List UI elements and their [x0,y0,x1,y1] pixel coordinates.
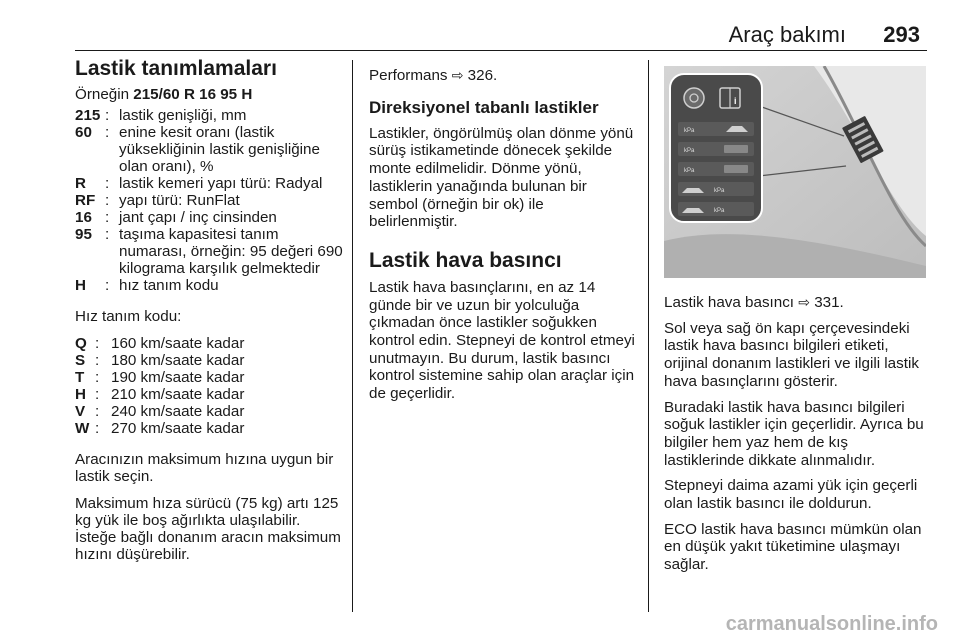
definition-row [75,226,345,277]
header-divider [75,50,927,51]
speed-letter: Q [75,335,87,352]
def-term: 215 [75,107,101,124]
def-term: 60 [75,124,92,141]
definition-row [75,192,345,209]
ref-text: Performans [369,67,452,84]
unit-kpa: kPa [684,168,695,174]
speed-letter: S [75,352,86,369]
load-icon [724,145,748,153]
def-term: 95 [75,226,92,243]
chapter-title: Araç bakımı [728,22,846,47]
tire-warning-icon [684,88,704,108]
speed-row [75,369,345,386]
door-frame-illustration [664,66,926,278]
paragraph-max-speed: Maksimum hıza sürücü (75 kg) artı 125 kg yük ile boş ağırlıkta ulaşılabilir. İsteğe bağlı donanım aracın maksimum hızını düşürebilir. [75,495,341,563]
ref-page: 331. [809,294,844,311]
paragraph-eco-pressure: ECO lastik hava basıncı mümkün olan en düşük yakıt tüketimine ulaşmayı sağlar. [664,520,922,574]
unit-kpa: kPa [684,148,695,154]
def-text: lastik kemeri yapı türü: Radyal [119,175,323,192]
speed-value: 270 km/saate kadar [111,420,245,437]
watermark: carmanualsonline.info [725,613,938,635]
speed-row [75,352,345,369]
def-term: RF [75,192,96,209]
def-colon: : [105,107,110,124]
tire-pressure-label-photo [664,66,926,278]
def-colon: : [105,124,110,141]
example-prefix: Örneğin [75,86,134,103]
def-text: enine kesit oranı (lastik yüksekliğinin lastik genişliğine olan oranı), % [119,124,320,175]
ref-text: Lastik hava basıncı [664,294,799,311]
def-colon: : [95,403,100,420]
cross-reference-tire-pressure[interactable] [664,294,930,312]
definition-row [75,209,345,226]
speed-row [75,335,345,352]
paragraph-choose-tire: Aracınızın maksimum hızına uygun bir lastik seçin. [75,451,334,485]
svg-text:i: i [734,96,737,106]
label-row [678,142,754,156]
def-colon: : [95,386,100,403]
speed-letter: V [75,403,86,420]
def-colon: : [95,335,100,352]
speed-row [75,420,345,437]
speed-value: 160 km/saate kadar [111,335,245,352]
column-1 [75,56,345,573]
speed-value: 210 km/saate kadar [111,386,245,403]
speed-code-intro: Hız tanım kodu: [75,308,182,325]
def-colon: : [105,192,110,209]
unit-kpa: kPa [714,188,725,194]
definition-row [75,107,345,124]
reference-arrow-icon: ⇨ [451,67,464,83]
def-text: lastik genişliği, mm [119,107,247,124]
example-line [75,86,345,103]
label-row [678,202,754,216]
label-enlargement [670,74,762,222]
unit-kpa: kPa [684,128,695,134]
definition-row [75,124,345,175]
speed-value: 240 km/saate kadar [111,403,245,420]
def-text: taşıma kapasitesi tanım numarası, örneğin: 95 değeri 690 kilograma karşılık gelmektedir [119,226,343,277]
def-term: 16 [75,209,92,226]
def-term: R [75,175,86,192]
load-icon [724,165,748,173]
def-colon: : [95,420,100,437]
speed-letter: H [75,386,86,403]
speed-letter: T [75,369,85,386]
cross-reference-performance[interactable] [369,67,635,85]
page-number: 293 [883,22,920,47]
def-colon: : [105,209,110,226]
column-3 [664,294,930,584]
paragraph-label-location: Sol veya sağ ön kapı çerçevesindeki lastik hava basıncı bilgileri etiketi, orijinal donanım lastikleri ve ilgili lastik hava basınçlarını gösterir. [664,319,919,390]
speed-row [75,386,345,403]
column-2 [369,67,635,413]
speed-code-list [75,335,345,437]
label-row [678,162,754,176]
paragraph-directional-tires: Lastikler, öngörülmüş olan dönme yönü sürüş istikametinde dönecek şekilde monte edilmelidir. Dönme yönü, lastiklerin yanağında bulunan bir sembol (örneğin bir ok) ile belirlenmiştir. [369,124,634,231]
column-divider-left [352,60,353,612]
label-row [678,182,754,196]
def-colon: : [95,369,100,386]
speed-value: 190 km/saate kadar [111,369,245,386]
ref-page: 326. [463,67,498,84]
tire-code-list [75,107,345,294]
speed-value: 180 km/saate kadar [111,352,245,369]
def-colon: : [105,277,110,294]
def-text: jant çapı / inç cinsinden [119,209,277,226]
def-text: yapı türü: RunFlat [119,192,240,209]
def-text: hız tanım kodu [119,277,219,294]
unit-kpa: kPa [714,208,725,214]
paragraph-tire-pressure: Lastik hava basınçlarını, en az 14 günde bir ve uzun bir yolculuğa çıkmadan önce lastikler soğukken kontrol edin. Stepneyi de kontrol etmeyi unutmayın. Bu durum, lastik basıncı kontrol sistemine sahip olan araçlar için de geçerlidir. [369,278,635,403]
def-term: H [75,277,86,294]
def-colon: : [95,352,100,369]
paragraph-cold-tires: Buradaki lastik hava basıncı bilgileri soğuk lastikler için geçerlidir. Ayrıca bu bilgiler hem yaz hem de kış lastiklerinde dikkate alınmalıdır. [664,398,924,469]
section-heading-tire-designations: Lastik tanımlamaları [75,57,277,80]
example-code: 215/60 R 16 95 H [133,86,253,103]
def-colon: : [105,175,110,192]
section-heading-directional-tires: Direksiyonel tabanlı lastikler [369,97,599,117]
definition-row [75,277,345,294]
section-heading-tire-pressure: Lastik hava basıncı [369,248,562,272]
column-divider-right [648,60,649,612]
definition-row [75,175,345,192]
def-colon: : [105,226,110,243]
paragraph-spare-tire: Stepneyi daima azami yük için geçerli olan lastik basıncı ile doldurun. [664,477,918,513]
label-row [678,122,754,136]
reference-arrow-icon: ⇨ [798,294,810,310]
speed-letter: W [75,420,90,437]
speed-row [75,403,345,420]
